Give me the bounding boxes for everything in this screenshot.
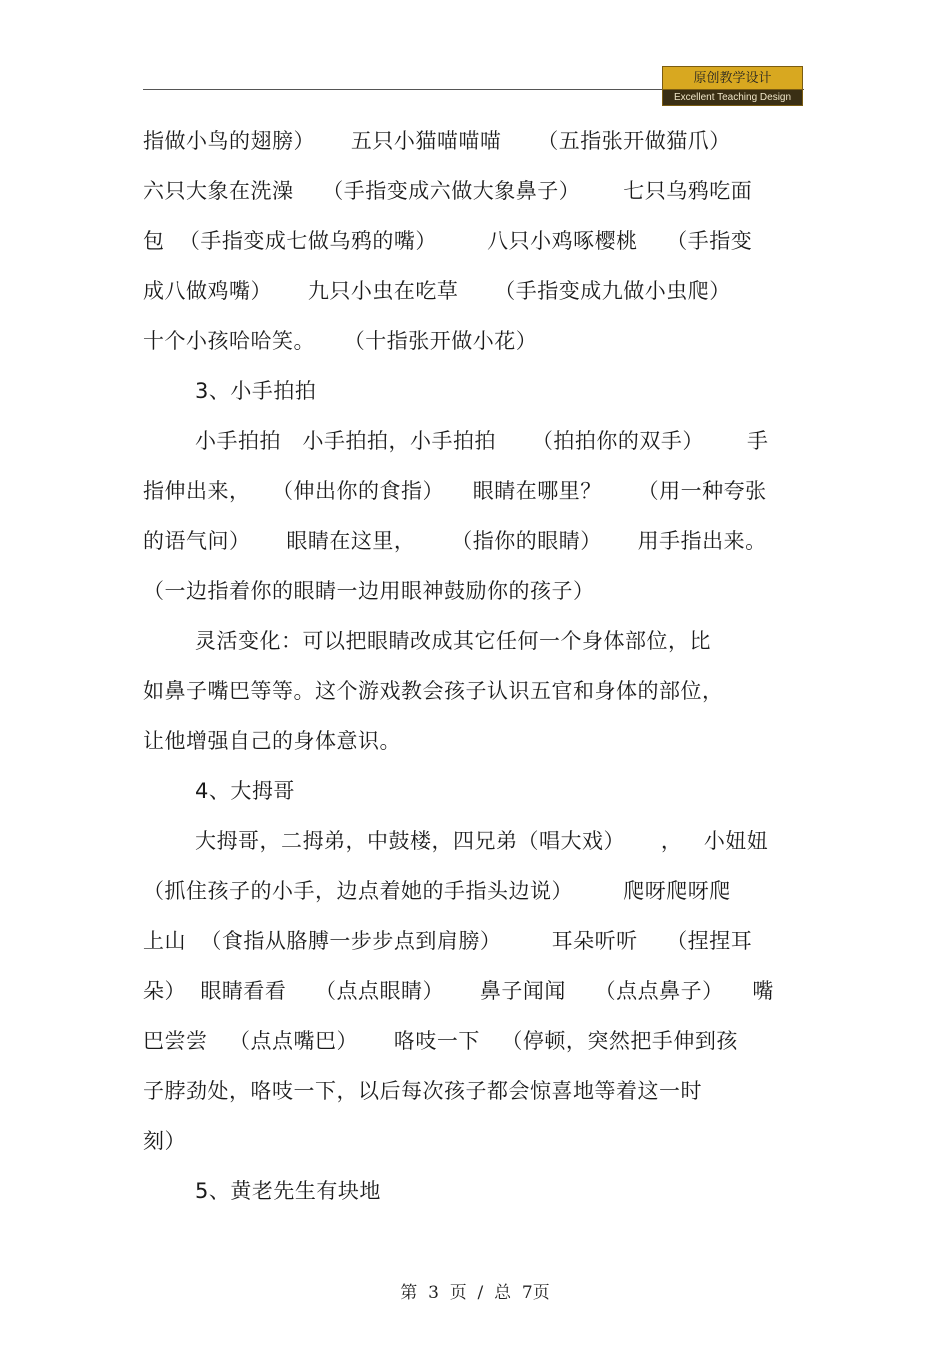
text-line: 上山 （食指从胳膊一步步点到肩膀） 耳朵听听 （捏捏耳 [143,929,753,953]
text-line: （一边指着你的眼睛一边用眼神鼓励你的孩子） [143,579,595,603]
document-body [143,116,808,1216]
badge-title-cn: 原创教学设计 [663,67,802,90]
text-line: 指做小鸟的翅膀） 五只小猫喵喵喵 （五指张开做猫爪） [143,129,731,153]
text-line: 指伸出来， （伸出你的食指） 眼睛在哪里？ （用一种夸张 [143,479,767,503]
text-line: 灵活变化：可以把眼睛改成其它任何一个身体部位，比 [195,629,711,653]
text-line: 成八做鸡嘴） 九只小虫在吃草 （手指变成九做小虫爬） [143,279,731,303]
text-line: 朵） 眼睛看看 （点点眼睛） 鼻子闻闻 （点点鼻子） 嘴 [143,979,774,1003]
section-heading: 3、小手拍拍 [195,379,317,403]
section-heading: 5、黄老先生有块地 [195,1179,381,1203]
text-line: 大拇哥，二拇弟，中鼓楼，四兄弟（唱大戏） ， 小妞妞 [195,829,769,853]
page-number: 第 3 页 / 总 7页 [400,1283,550,1303]
text-line: 的语气问） 眼睛在这里， （指你的眼睛） 用手指出来。 [143,529,767,553]
text-line: 十个小孩哈哈笑。 （十指张开做小花） [143,329,538,353]
text-line: 六只大象在洗澡 （手指变成六做大象鼻子） 七只乌鸦吃面 [143,179,753,203]
badge-title-en: Excellent Teaching Design [663,90,802,105]
section-heading: 4、大拇哥 [195,779,295,803]
text-line: 子脖劲处，咯吱一下，以后每次孩子都会惊喜地等着这一时 [143,1079,702,1103]
text-line: 如鼻子嘴巴等等。这个游戏教会孩子认识五官和身体的部位， [143,679,724,703]
text-line: 刻） [143,1129,186,1153]
text-line: 包 （手指变成七做乌鸦的嘴） 八只小鸡啄樱桃 （手指变 [143,229,753,253]
header-badge [662,66,803,106]
text-line: 小手拍拍 小手拍拍，小手拍拍 （拍拍你的双手） 手 [195,429,769,453]
text-line: （抓住孩子的小手，边点着她的手指头边说） 爬呀爬呀爬 [143,879,731,903]
text-line: 巴尝尝 （点点嘴巴） 咯吱一下 （停顿，突然把手伸到孩 [143,1029,738,1053]
text-line: 让他增强自己的身体意识。 [143,729,401,753]
